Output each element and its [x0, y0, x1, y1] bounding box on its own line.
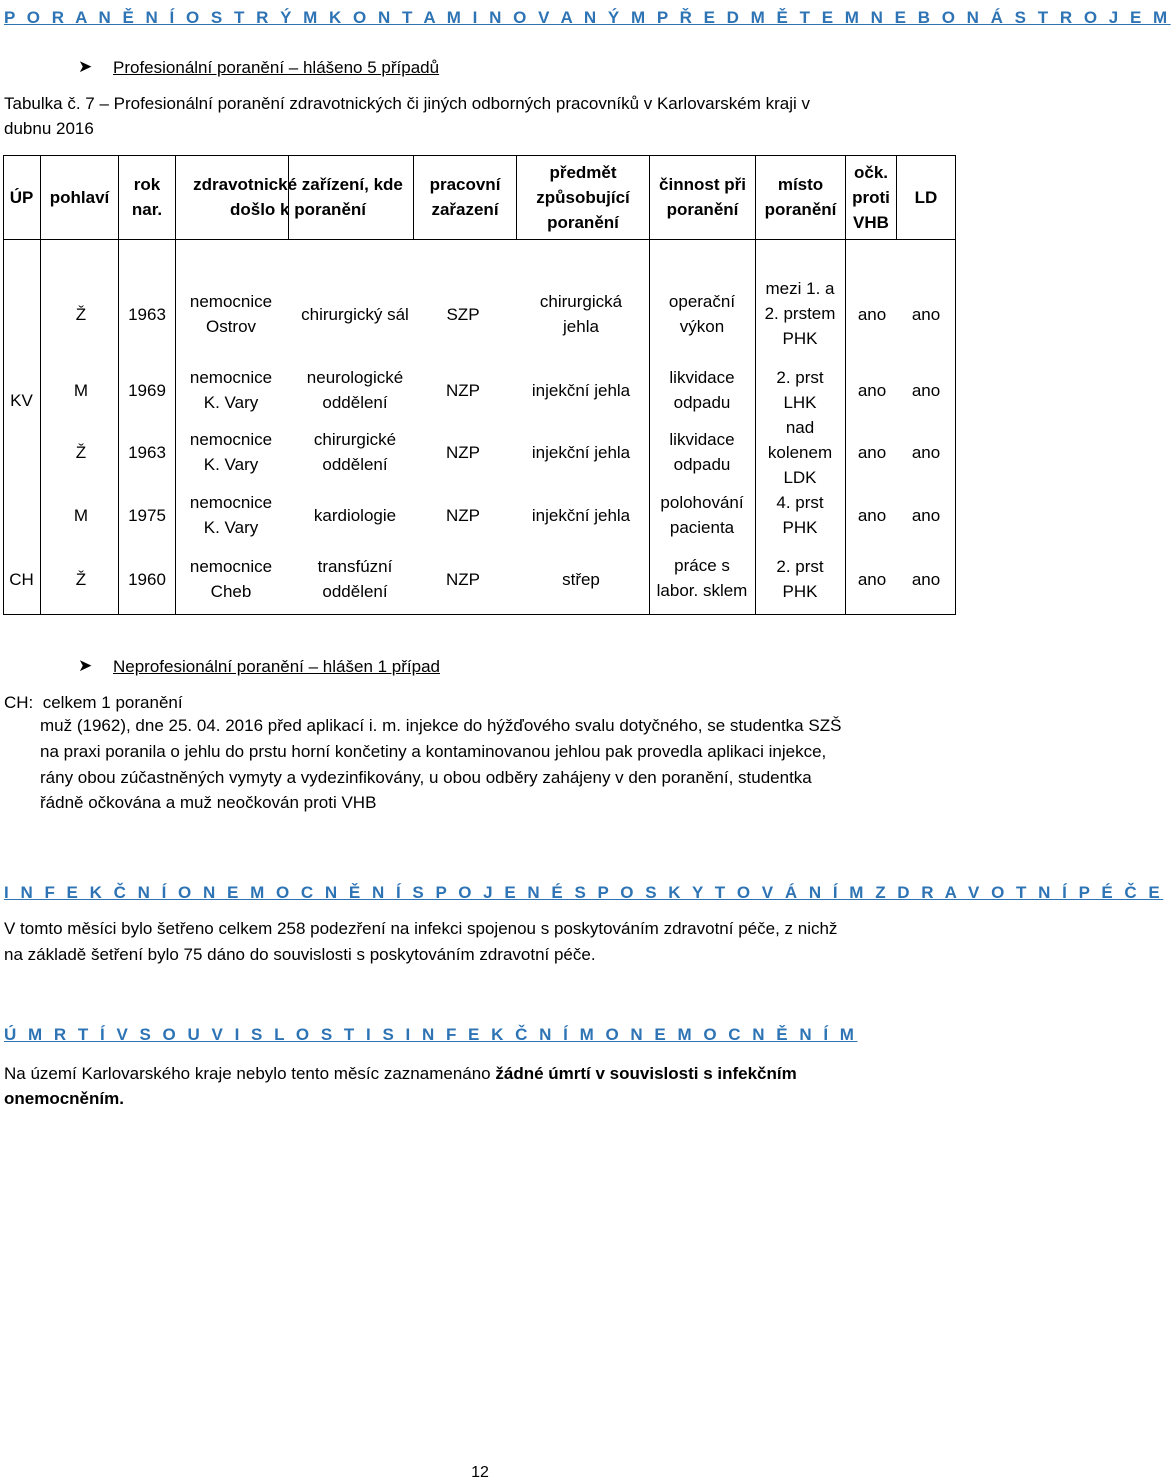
cell-vaccinated: ano — [857, 380, 887, 400]
bullet-icon: ➤ — [78, 656, 93, 675]
page-number: 12 — [471, 1464, 489, 1481]
cell-activity: likvidace odpadu — [669, 368, 735, 412]
bullet-icon: ➤ — [78, 57, 93, 76]
cell-department: transfúzní oddělení — [317, 557, 393, 601]
cell-facility: nemocnice K. Vary — [189, 368, 273, 412]
nonprof-line: řádně očkována a muž neočkován proti VHB — [40, 793, 377, 812]
cell-vaccinated: ano — [857, 505, 887, 525]
cell-activity: práce s labor. sklem — [656, 555, 748, 600]
cell-position: NZP — [446, 442, 480, 462]
cell-year: 1960 — [128, 569, 166, 589]
cell-place: 2. prst LHK — [776, 368, 824, 412]
cell-position: NZP — [446, 569, 480, 589]
header-position: pracovní zařazení — [429, 175, 501, 219]
cell-object: injekční jehla — [531, 380, 631, 400]
header-birth-year: rok nar. — [131, 175, 163, 219]
section-title-injuries: P O R A N Ě N Í O S T R Ý M K O N T A M I N O V A N Ý M P Ř E D M Ě T E M N E B O N Á S T R O J E M — [4, 8, 1171, 27]
cell-ld: ano — [911, 442, 941, 462]
cell-department: chirurgické oddělení — [313, 430, 397, 474]
cell-position: NZP — [446, 505, 480, 525]
cell-activity: operační výkon — [668, 292, 736, 336]
cell-department: neurologické oddělení — [306, 368, 404, 412]
injuries-table — [3, 155, 956, 615]
cell-activity: likvidace odpadu — [669, 430, 735, 474]
cell-facility: nemocnice Ostrov — [189, 292, 273, 336]
cell-ld: ano — [911, 380, 941, 400]
nonprof-line: na praxi poranila o jehlu do prstu horní končetiny a kontaminovanou jehlou pak provedla aplikaci injekce, — [40, 742, 827, 761]
cell-place: 2. prst PHK — [776, 557, 824, 601]
header-sex: pohlaví — [49, 187, 110, 207]
cell-object: chirurgická jehla — [539, 292, 623, 336]
section-title-healthcare-infections: I N F E K Č N Í O N E M O C N Ě N Í S P O J E N É S P O S K Y T O V Á N Í M Z D R A V O T N Í P É Č E — [4, 883, 1164, 902]
deaths-text-bold-cont: onemocněním. — [4, 1089, 124, 1108]
header-place: místo poranění — [764, 175, 837, 219]
header-up: ÚP — [9, 187, 34, 207]
cell-sex: Ž — [75, 304, 87, 324]
cell-vaccinated: ano — [857, 304, 887, 324]
cell-sex: Ž — [75, 569, 87, 589]
cell-position: NZP — [446, 380, 480, 400]
cell-place: nad kolenem LDK — [767, 418, 833, 487]
cell-vaccinated: ano — [857, 442, 887, 462]
cell-sex: M — [73, 505, 89, 525]
cell-ld: ano — [911, 505, 941, 525]
professional-injuries-heading: Profesionální poranění – hlášeno 5 případů — [113, 58, 440, 77]
cell-facility: nemocnice K. Vary — [189, 493, 273, 537]
deaths-text-bold: žádné úmrtí v souvislosti s infekčním — [495, 1064, 797, 1083]
cell-department: kardiologie — [313, 505, 397, 525]
table-caption-cont: dubnu 2016 — [4, 119, 94, 138]
nonprofessional-injuries-heading: Neprofesionální poranění – hlášen 1 případ — [113, 657, 441, 676]
cell-year: 1975 — [128, 505, 166, 525]
nonprof-summary: CH: celkem 1 poranění — [4, 693, 183, 712]
up-value: CH — [9, 569, 34, 589]
infections-text: V tomto měsíci bylo šetřeno celkem 258 podezření na infekci spojenou s poskytováním zdravotní péče, z nichž — [4, 919, 838, 938]
cell-facility: nemocnice K. Vary — [189, 430, 273, 474]
cell-year: 1963 — [128, 304, 166, 324]
cell-facility: nemocnice Cheb — [189, 557, 273, 601]
table-caption: Tabulka č. 7 – Profesionální poranění zdravotnických či jiných odborných pracovníků v Karlovarském kraji v — [4, 94, 810, 113]
cell-object: střep — [562, 569, 600, 589]
cell-object: injekční jehla — [531, 442, 631, 462]
cell-position: SZP — [446, 304, 480, 324]
cell-vaccinated: ano — [857, 569, 887, 589]
cell-sex: M — [73, 380, 89, 400]
cell-department: chirurgický sál — [301, 304, 409, 324]
cell-year: 1969 — [128, 380, 166, 400]
deaths-text — [4, 1061, 797, 1087]
header-facility: zdravotnické zařízení, kde došlo k poranění — [193, 175, 403, 219]
cell-place: 4. prst PHK — [776, 493, 824, 537]
header-vaccinated: očk. proti VHB — [852, 162, 890, 232]
section-title-deaths: Ú M R T Í V S O U V I S L O S T I S I N F E K Č N Í M O N E M O C N Ě N Í M — [4, 1025, 858, 1044]
cell-year: 1963 — [128, 442, 166, 462]
infections-text: na základě šetření bylo 75 dáno do souvislosti s poskytováním zdravotní péče. — [4, 945, 596, 964]
cell-object: injekční jehla — [531, 505, 631, 525]
nonprof-line: rány obou zúčastněných vymyty a vydezinfikovány, u obou odběry zahájeny v den poranění, studentka — [40, 768, 812, 787]
cell-ld: ano — [911, 569, 941, 589]
cell-ld: ano — [911, 304, 941, 324]
deaths-text-normal: Na území Karlovarského kraje nebylo tento měsíc zaznamenáno — [4, 1064, 496, 1083]
up-value: KV — [10, 390, 33, 410]
cell-sex: Ž — [75, 442, 87, 462]
header-activity: činnost při poranění — [659, 175, 746, 219]
cell-place: mezi 1. a 2. prstem PHK — [764, 278, 836, 348]
header-ld: LD — [914, 187, 938, 207]
nonprof-line: muž (1962), dne 25. 04. 2016 před aplikací i. m. injekce do hýžďového svalu dotyčného, se studentka SZŠ — [40, 716, 842, 735]
cell-activity: polohování pacienta — [660, 493, 744, 537]
header-object: předmět způsobující poranění — [536, 162, 630, 232]
